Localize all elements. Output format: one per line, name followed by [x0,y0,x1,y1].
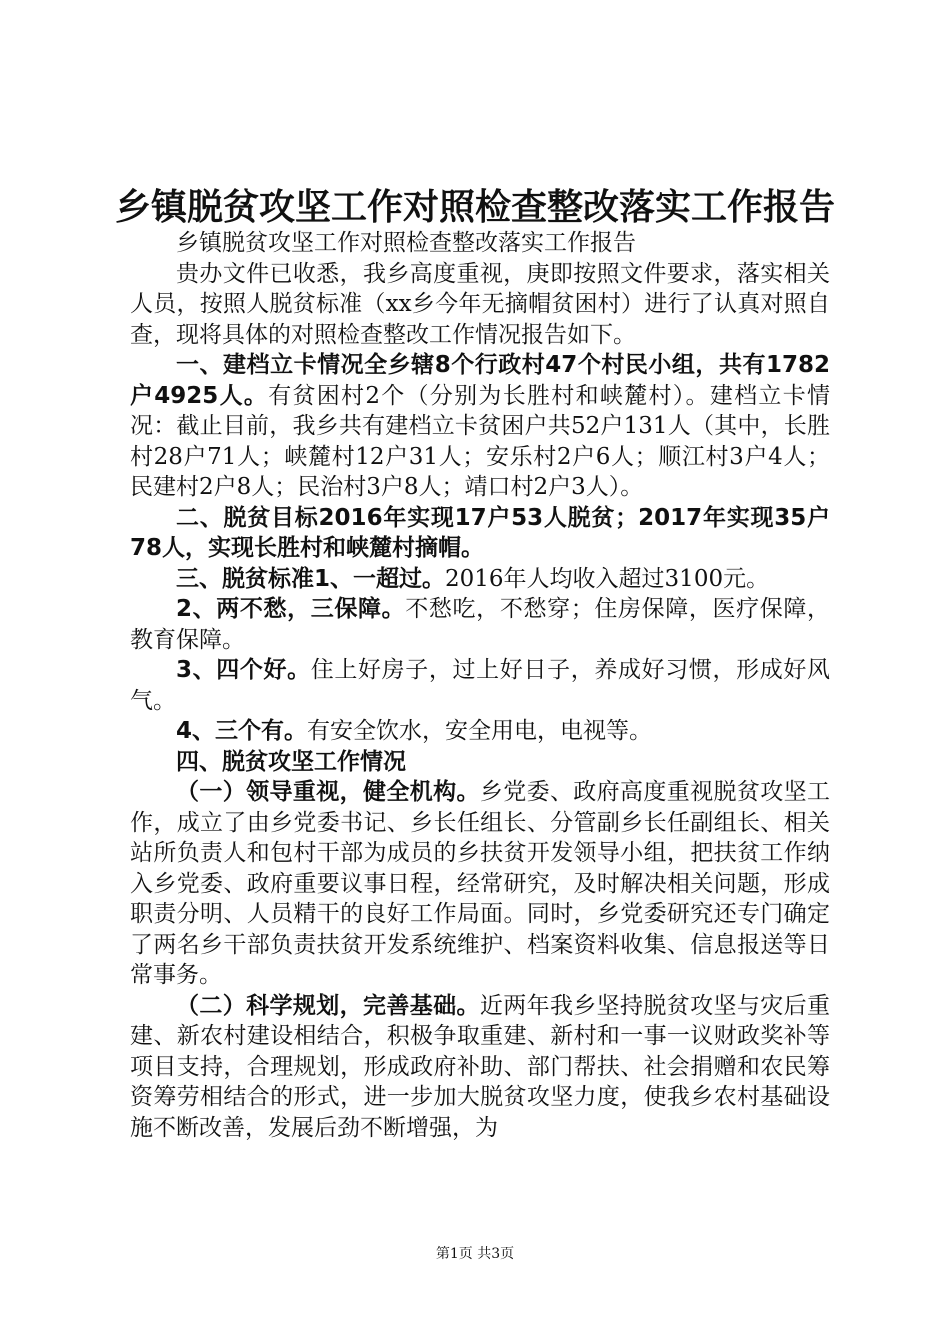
section-3-4-text: 有安全饮水，安全用电，电视等。 [307,718,653,744]
section-3-paragraph [130,564,830,595]
section-1-paragraph [130,350,830,503]
document-title: 乡镇脱贫攻坚工作对照检查整改落实工作报告 [114,187,835,228]
section-3-2-heading: 2、两不愁，三保障。 [176,596,406,622]
section-4-2-paragraph [130,991,830,1144]
section-3-2-paragraph [130,594,830,655]
section-3-3-paragraph [130,655,830,716]
section-4-1-heading: （一）领导重视，健全机构。 [176,779,480,805]
section-4-paragraph [130,747,830,778]
section-3-4-paragraph [130,716,830,747]
section-2-paragraph [130,503,830,564]
page-footer: 第1页 共3页 [435,1246,515,1262]
section-3-3-heading: 3、四个好。 [176,657,311,683]
section-4-heading: 四、脱贫攻坚工作情况 [176,748,406,775]
section-4-1-paragraph [130,777,830,991]
section-3-4-heading: 4、三个有。 [176,718,308,744]
intro-paragraph [130,259,830,351]
section-4-1-text: 乡党委、政府高度重视脱贫攻坚工作，成立了由乡党委书记、乡长任组长、分管副乡长任副组长、相关站所负责人和包村干部为成员的乡扶贫开发领导小组，把扶贫工作纳入乡党委、政府重要议事日程，经常研究，及时解决相关问题，形成职责分明、人员精干的良好工作局面。同时，乡党委研究还专门确定了两名乡干部负责扶贫开发系统维护、档案资料收集、信息报送等日常事务。 [130,779,831,988]
section-3-3-text: 住上好房子，过上好日子，养成好习惯，形成好风气。 [130,657,830,714]
section-3-text: 2016年人均收入超过3100元。 [445,565,770,592]
section-4-2-heading: （二）科学规划，完善基础。 [176,992,480,1019]
section-1-text: 有贫困村2个（分别为长胜村和峡麓村）。建档立卡情况：截止目前，我乡共有建档立卡贫困户共52户131人（其中，长胜村28户71人；峡麓村12户31人；安乐村2户6人；顺江村3户4人；民建村2户8人；民治村3户8人；靖口村2户3人）。 [130,382,831,500]
section-4-2-text: 近两年我乡坚持脱贫攻坚与灾后重建、新农村建设相结合，积极争取重建、新村和一事一议财政奖补等项目支持，合理规划，形成政府补助、部门帮扶、社会捐赠和农民筹资筹劳相结合的形式，进一步加大脱贫攻坚力度，使我乡农村基础设施不断改善，发展后劲不断增强，为 [130,992,831,1141]
section-2-heading: 二、脱贫目标2016年实现17户53人脱贫；2017年实现35户78人，实现长胜村和峡麓村摘帽。 [130,504,830,561]
section-1-heading: 一、建档立卡情况全乡辖8个行政村47个村民小组，共有1782户4925人。 [130,352,830,409]
intro-text: 贵办文件已收悉，我乡高度重视，庚即按照文件要求，落实相关人员，按照人脱贫标准（xx乡今年无摘帽贫困村）进行了认真对照自查，现将具体的对照检查整改工作情况报告如下。 [130,260,830,348]
section-3-2-text: 不愁吃，不愁穿；住房保障，医疗保障，教育保障。 [130,596,830,653]
document-body [130,228,830,1143]
section-3-heading: 三、脱贫标准1、一超过。 [176,565,446,592]
subtitle-text: 乡镇脱贫攻坚工作对照检查整改落实工作报告 [176,230,636,256]
subtitle-paragraph [130,228,830,259]
